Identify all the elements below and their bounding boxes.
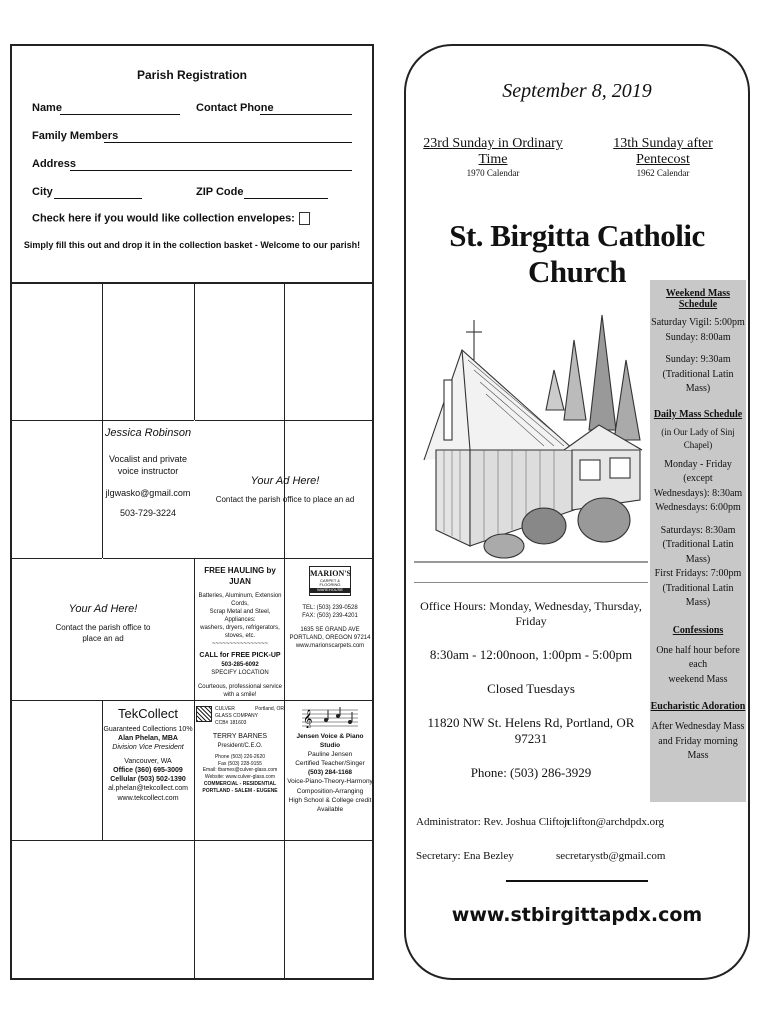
ad-placeholder-2-line1: Contact the parish office to <box>55 622 151 632</box>
church-illustration <box>414 300 648 576</box>
ad-hauling-line: Scrap Metal and Steel, Appliances: <box>209 608 271 623</box>
ordinary-time <box>418 136 568 178</box>
ad-culver-line: COMMERCIAL - RESIDENTIAL <box>203 780 277 787</box>
ad-culver-line: Phone (503) 226-2620 <box>214 753 266 760</box>
admin-name: Administrator: Rev. Joshua Clifton <box>416 816 570 828</box>
schedule-line: (Traditional Latin Mass) <box>662 539 734 565</box>
ad-tekcollect-line: Guaranteed Collections 10% <box>103 725 193 733</box>
form-note: Simply fill this out and drop it in the collection basket - Welcome to our parish! <box>23 240 361 250</box>
grid-gap <box>194 420 195 558</box>
ad-jessica <box>102 426 194 519</box>
ad-marions-line: www.marionscarpets.com <box>295 643 365 650</box>
ad-jensen-line: Available <box>316 805 344 813</box>
bulletin-date: September 8, 2019 <box>502 80 652 102</box>
ad-jessica-line2: voice instructor <box>117 465 179 476</box>
ad-hauling-line: Courteous, professional service with a smile! <box>197 683 283 698</box>
culver-name: CULVER <box>215 706 235 712</box>
zip-field[interactable] <box>244 198 328 199</box>
ad-hauling <box>196 566 284 699</box>
city-field[interactable] <box>54 198 142 199</box>
ad-jessica-email: jlgwasko@gmail.com <box>105 488 191 499</box>
ad-tekcollect-line: Cellular (503) 502-1390 <box>110 776 186 784</box>
ad-hauling-line: washers, dryers, refrigerators, stoves, etc. <box>200 624 280 640</box>
marions-logo-text: MARION'S <box>310 569 351 578</box>
daily-times <box>650 426 746 611</box>
ad-jensen-phone: (503) 284-1168 <box>307 769 353 777</box>
ad-placeholder-2-title: Your Ad Here! <box>68 603 138 615</box>
culver-logo-icon <box>196 706 212 722</box>
ad-culver-line: Fax (503) 228-9155 <box>218 760 262 767</box>
ad-tekcollect-line: Vancouver, WA <box>124 758 172 766</box>
culver-company: GLASS COMPANY <box>215 712 258 719</box>
adoration-heading: Eucharistic Adoration <box>650 701 746 713</box>
ad-placeholder-1 <box>196 474 374 506</box>
grid-line <box>12 700 372 701</box>
ad-jessica-name: Jessica Robinson <box>104 427 192 439</box>
divider <box>506 880 648 882</box>
ad-culver <box>196 706 284 794</box>
schedule-line: One half hour before each <box>656 644 740 671</box>
name-label: Name <box>32 102 62 114</box>
marions-logo <box>309 566 351 596</box>
schedule-line: weekend Mass <box>668 673 728 685</box>
schedule-line: Sunday: 9:30am <box>665 354 731 365</box>
ad-culver-line: PORTLAND - SALEM - EUGENE <box>202 787 278 794</box>
ad-marions-line: PORTLAND, OREGON 97214 <box>289 635 371 642</box>
schedule-line: (Traditional Latin Mass) <box>662 582 734 609</box>
secretary-name: Secretary: Ena Bezley <box>416 850 514 862</box>
schedule-line: After Wednesday Mass <box>651 721 745 733</box>
ad-culver-line: Website: www.culver-glass.com <box>204 774 276 781</box>
culver-ccb: CCB# 181603 <box>215 719 247 726</box>
calendar-1962: 1962 Calendar <box>636 168 690 178</box>
city-label: City <box>32 186 53 198</box>
phone-field[interactable] <box>260 114 352 115</box>
schedule-line: (Traditional Latin Mass) <box>662 368 734 394</box>
marions-logo-text: CARPET & FLOORING <box>319 577 341 588</box>
svg-text:𝄞: 𝄞 <box>303 709 313 728</box>
ad-tekcollect-line: www.tekcollect.com <box>117 794 179 802</box>
address-field[interactable] <box>70 170 352 171</box>
secretary-email[interactable]: secretarystb@gmail.com <box>556 850 666 862</box>
schedule-line: and Friday morning Mass <box>658 735 738 762</box>
church-phone: Phone: (503) 286-3929 <box>470 765 592 780</box>
ad-hauling-line: Batteries, Aluminum, Extension Cords, <box>198 592 282 607</box>
admin-email[interactable]: jclifton@archdpdx.org <box>564 816 665 828</box>
ad-marions <box>286 566 374 650</box>
form-title: Parish Registration <box>136 68 248 82</box>
schedule-line: Saturday Vigil: 5:00pm <box>651 317 745 328</box>
family-label: Family Members <box>32 130 119 142</box>
ad-jessica-line1: Vocalist and private <box>108 453 188 464</box>
pentecost <box>590 136 736 178</box>
calendar-1970: 1970 Calendar <box>466 168 520 178</box>
grid-line <box>12 558 372 559</box>
ad-tekcollect-title: TekCollect <box>118 706 178 721</box>
name-field[interactable] <box>60 114 180 115</box>
ad-marions-line: 1635 SE GRAND AVE <box>300 627 360 634</box>
ad-marions-line: FAX: (503) 239-4201 <box>302 613 358 620</box>
registration-form <box>12 46 372 284</box>
daily-heading: Daily Mass Schedule <box>653 408 743 420</box>
ad-tekcollect-line: Office (360) 695-3009 <box>113 767 183 775</box>
weekend-heading: Weekend Mass Schedule <box>665 288 731 310</box>
office-times: 8:30am - 12:00noon, 1:00pm - 5:00pm <box>429 647 633 662</box>
grid-line <box>284 282 285 978</box>
ad-placeholder-2-line2: place an ad <box>82 633 124 643</box>
closed-tuesdays: Closed Tuesdays <box>487 681 575 696</box>
website-link[interactable]: www.stbirgittapdx.com <box>451 904 703 926</box>
ad-tekcollect-line: Alan Phelan, MBA <box>118 734 178 742</box>
schedule-line: Saturdays: 8:30am <box>660 524 736 536</box>
address-label: Address <box>32 158 77 170</box>
ad-tekcollect-line: al.phelan@tekcollect.com <box>108 785 188 793</box>
envelopes-label: Check here if you would like collection envelopes: <box>32 212 310 225</box>
church-address: 11820 NW St. Helens Rd, Portland, OR 97231 <box>427 715 635 746</box>
ad-culver-role: President/C.E.O. <box>217 742 263 749</box>
mass-schedule <box>650 280 746 802</box>
schedule-line: Wednesdays): 8:30am <box>653 487 743 499</box>
family-field[interactable] <box>104 142 352 143</box>
ad-culver-person: TERRY BARNES <box>212 733 268 741</box>
ad-jensen-line: Composition-Arranging <box>296 787 364 795</box>
office-hours: Office Hours: Monday, Wednesday, Thursday, Friday <box>420 599 642 628</box>
grid-line <box>12 840 372 841</box>
schedule-line: Monday - Friday (except <box>664 458 732 485</box>
church-name: St. Birgitta Catholic Church <box>449 218 705 289</box>
ad-jessica-phone: 503-729-3224 <box>119 508 177 519</box>
ad-hauling-line: ~~~~~~~~~~~~~~~~ <box>211 641 269 648</box>
ad-jensen-line: High School & College credit <box>288 796 372 804</box>
ad-placeholder-2 <box>12 602 194 644</box>
ad-culver-line: Email: tbarnes@culver-glass.com <box>202 767 278 774</box>
music-staff-icon <box>300 706 360 728</box>
marions-logo-text: WAREHOUSE <box>310 588 350 593</box>
ad-jensen <box>286 706 374 814</box>
weekend-times <box>650 316 746 397</box>
ad-marions-line: TEL: (503) 239-0528 <box>302 604 358 611</box>
office-info <box>414 582 648 787</box>
ad-jensen-line: Voice-Piano-Theory-Harmony <box>287 778 373 786</box>
ad-hauling-cta: CALL for FREE PICK-UP <box>199 652 281 660</box>
ad-tekcollect <box>102 706 194 803</box>
schedule-line: Sunday: 8:00am <box>665 331 731 343</box>
grid-line <box>194 282 195 978</box>
pentecost-title: 13th Sunday after Pentecost <box>613 136 713 167</box>
ad-hauling-phone: 503-285-6092 <box>221 661 259 668</box>
ad-jensen-title: Jensen Voice & Piano Studio <box>296 733 364 750</box>
ad-hauling-line: SPECIFY LOCATION <box>211 669 269 676</box>
phone-label: Contact Phone <box>196 102 274 114</box>
ad-jensen-line: Certified Teacher/Singer <box>295 760 365 768</box>
confession-times <box>650 644 746 688</box>
zip-label: ZIP Code <box>196 186 244 198</box>
adoration-times <box>650 720 746 764</box>
culver-location: Portland, OR <box>255 706 284 712</box>
ad-tekcollect-line: Division Vice President <box>112 744 184 752</box>
envelopes-checkbox[interactable] <box>299 212 310 225</box>
confessions-heading: Confessions <box>672 624 724 636</box>
schedule-line: Wednesdays: 6:00pm <box>655 502 741 514</box>
schedule-line: (in Our Lady of Sinj Chapel) <box>661 426 735 450</box>
registration-page <box>10 44 374 980</box>
ad-placeholder-1-title: Your Ad Here! <box>250 475 320 487</box>
ordinary-time-title: 23rd Sunday in Ordinary Time <box>423 136 563 167</box>
ad-hauling-title: FREE HAULING by JUAN <box>204 566 276 586</box>
ad-placeholder-1-text: Contact the parish office to place an ad <box>215 494 355 504</box>
grid-line <box>12 420 372 421</box>
schedule-line: First Fridays: 7:00pm <box>654 568 742 580</box>
ad-jensen-line: Pauline Jensen <box>307 751 353 759</box>
